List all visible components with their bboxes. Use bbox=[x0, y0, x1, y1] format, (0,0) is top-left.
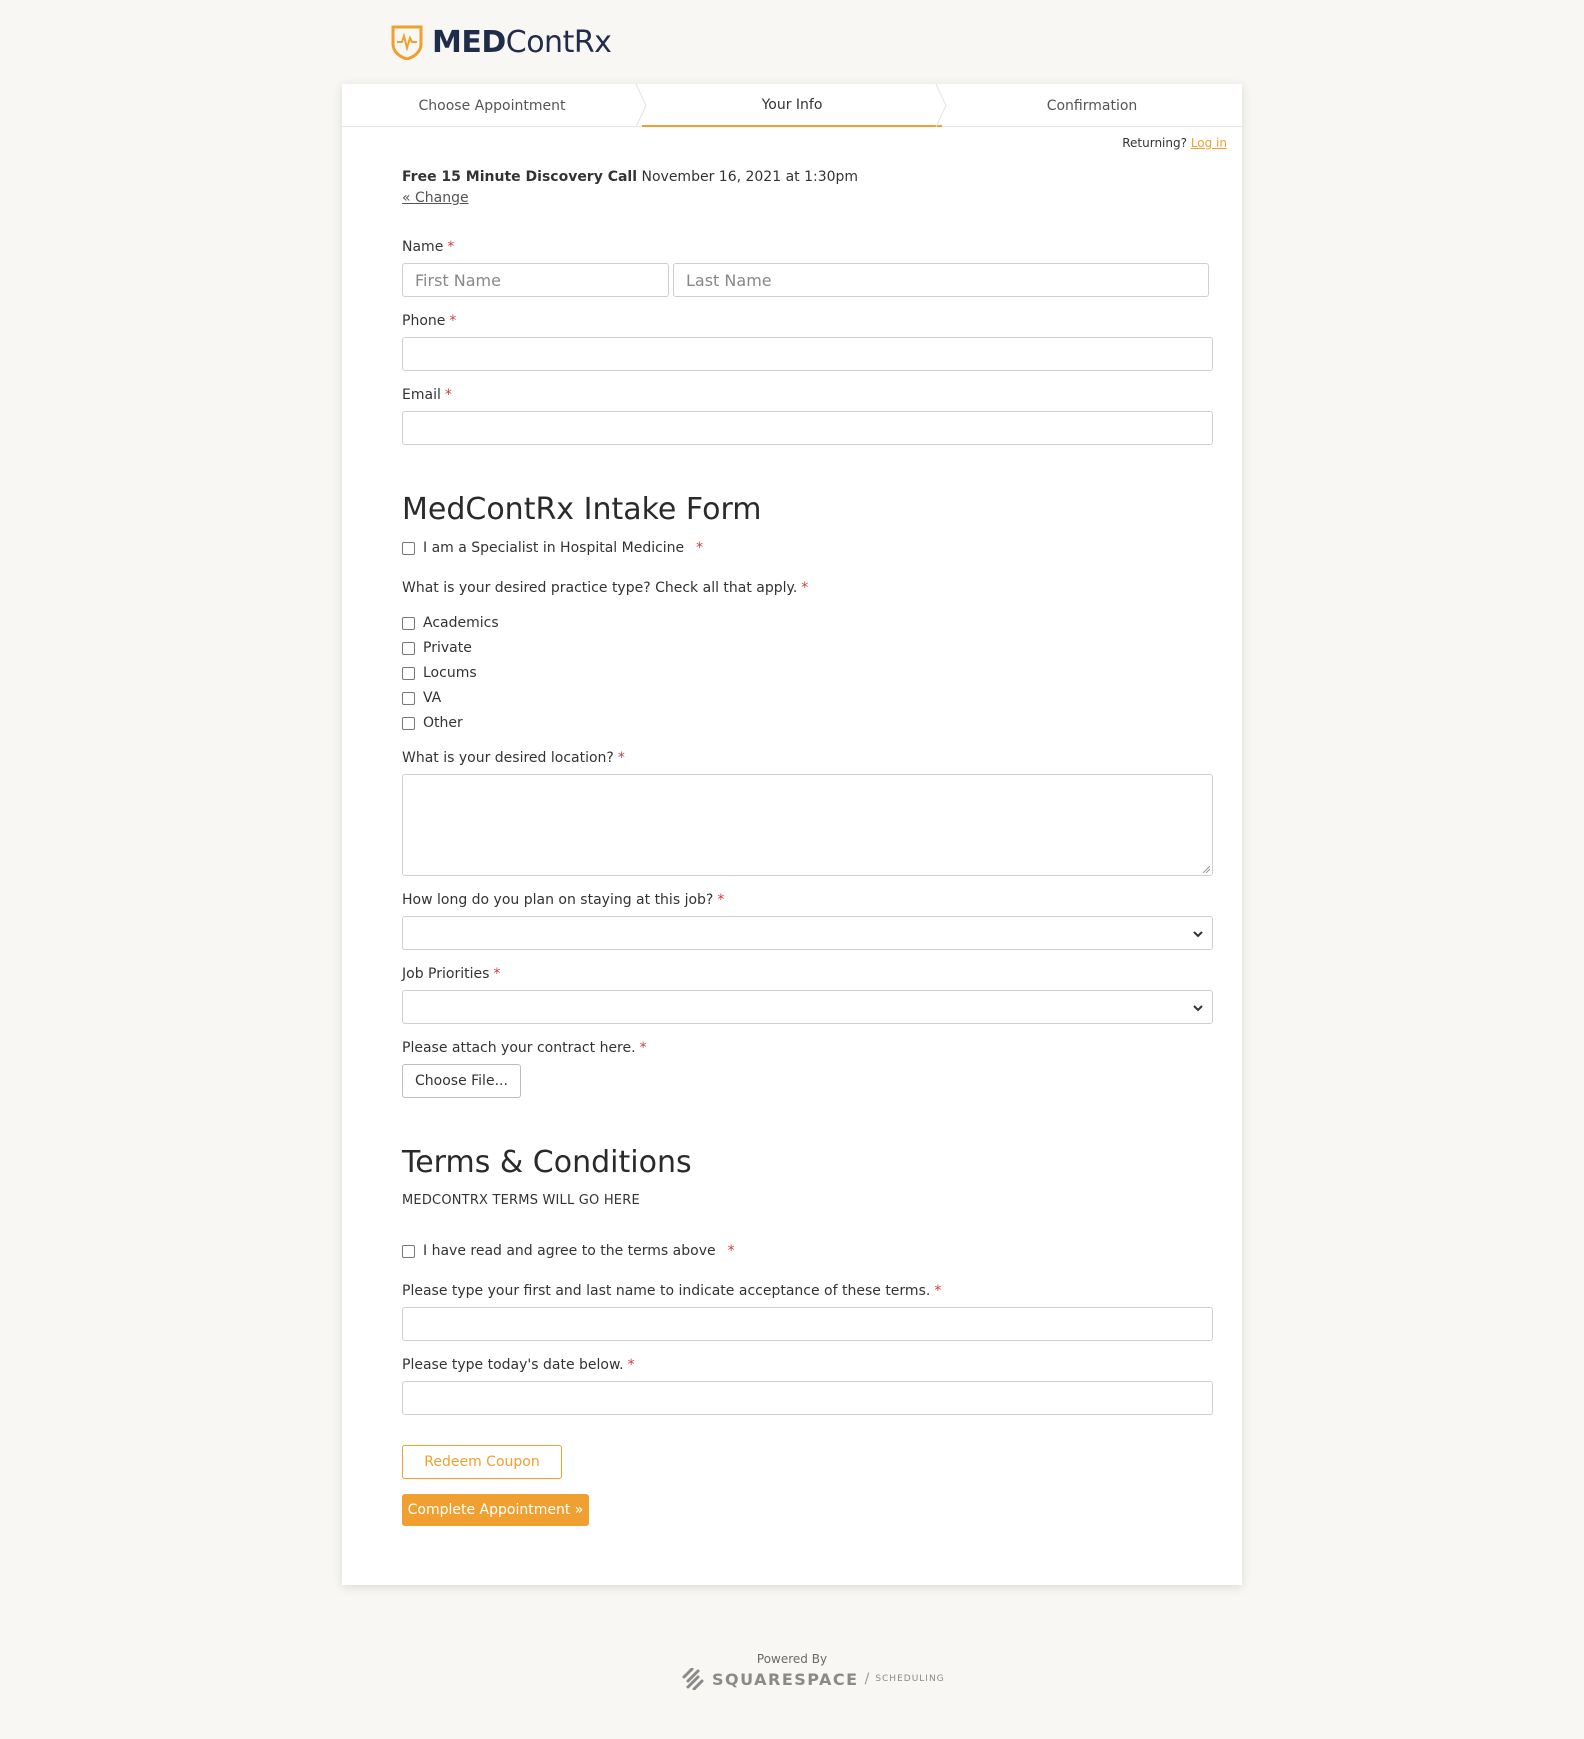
powered-by-text: Powered By bbox=[756, 1652, 828, 1666]
required-mark: * bbox=[717, 892, 725, 908]
appointment-title: Free 15 Minute Discovery Call bbox=[402, 169, 638, 185]
scheduling-wordmark: SCHEDULING bbox=[875, 1674, 945, 1684]
practice-option-label: Locums bbox=[423, 665, 477, 681]
phone-input[interactable] bbox=[402, 337, 1213, 371]
practice-option-locums[interactable] bbox=[402, 665, 477, 681]
required-mark: * bbox=[639, 1040, 647, 1056]
squarespace-scheduling-logo[interactable] bbox=[680, 1668, 945, 1690]
practice-option-label: Academics bbox=[423, 615, 499, 631]
date-label-text: Please type today's date below. bbox=[402, 1357, 624, 1373]
practice-option-label: Private bbox=[423, 640, 472, 656]
required-mark: * bbox=[447, 239, 455, 255]
signature-name-input[interactable] bbox=[402, 1307, 1213, 1341]
appointment-summary bbox=[402, 169, 858, 185]
practice-type-label bbox=[402, 580, 808, 596]
required-mark: * bbox=[696, 540, 704, 556]
specialist-label: I am a Specialist in Hospital Medicine bbox=[423, 540, 685, 556]
practice-checkbox[interactable] bbox=[402, 667, 415, 680]
terms-heading: Terms & Conditions bbox=[402, 1145, 692, 1180]
brand-wordmark bbox=[432, 25, 611, 60]
phone-label-text: Phone bbox=[402, 313, 446, 329]
chevron-down-icon bbox=[1192, 1002, 1204, 1014]
choose-file-button[interactable]: Choose File... bbox=[402, 1064, 521, 1098]
practice-checkbox[interactable] bbox=[402, 617, 415, 630]
footer-slash: / bbox=[864, 1671, 870, 1687]
terms-text: MEDCONTRX TERMS WILL GO HERE bbox=[402, 1193, 640, 1208]
first-name-input[interactable] bbox=[402, 263, 669, 297]
required-mark: * bbox=[627, 1357, 635, 1373]
email-label bbox=[402, 387, 452, 403]
appointment-when: November 16, 2021 at 1:30pm bbox=[641, 169, 859, 185]
practice-option-private[interactable] bbox=[402, 640, 472, 656]
stay-duration-select[interactable] bbox=[402, 916, 1213, 950]
step-label: Your Info bbox=[761, 96, 823, 113]
practice-checkbox[interactable] bbox=[402, 692, 415, 705]
date-input[interactable] bbox=[402, 1381, 1213, 1415]
email-input[interactable] bbox=[402, 411, 1213, 445]
last-name-input[interactable] bbox=[673, 263, 1209, 297]
name-label-text: Name bbox=[402, 239, 444, 255]
chevron-down-icon bbox=[1192, 928, 1204, 940]
returning-text: Returning? bbox=[1122, 136, 1187, 150]
redeem-coupon-button[interactable]: Redeem Coupon bbox=[402, 1445, 562, 1479]
contract-label-text: Please attach your contract here. bbox=[402, 1040, 636, 1056]
step-label: Choose Appointment bbox=[418, 97, 566, 114]
step-confirmation[interactable] bbox=[942, 84, 1242, 127]
intake-heading: MedContRx Intake Form bbox=[402, 492, 762, 527]
job-priorities-label bbox=[402, 966, 500, 982]
last-name-placeholder: Last Name bbox=[686, 270, 772, 290]
change-appointment-link[interactable]: « Change bbox=[402, 190, 469, 206]
required-mark: * bbox=[449, 313, 457, 329]
step-choose-appointment[interactable] bbox=[342, 84, 642, 127]
specialist-checkbox-row[interactable] bbox=[402, 540, 703, 556]
practice-checkbox[interactable] bbox=[402, 717, 415, 730]
specialist-checkbox[interactable] bbox=[402, 542, 415, 555]
step-label: Confirmation bbox=[1046, 97, 1138, 114]
stay-duration-text: How long do you plan on staying at this job? bbox=[402, 892, 714, 908]
practice-option-label: VA bbox=[423, 690, 442, 706]
signature-name-label bbox=[402, 1283, 941, 1299]
required-mark: * bbox=[493, 966, 501, 982]
date-label bbox=[402, 1357, 635, 1373]
resize-handle-icon[interactable] bbox=[1202, 865, 1210, 873]
squarespace-logo-icon bbox=[680, 1668, 706, 1690]
first-name-placeholder: First Name bbox=[415, 270, 501, 290]
required-mark: * bbox=[934, 1283, 942, 1299]
location-textarea[interactable] bbox=[402, 774, 1213, 876]
location-label bbox=[402, 750, 625, 766]
agree-checkbox[interactable] bbox=[402, 1245, 415, 1258]
chevron-separator-icon bbox=[634, 84, 650, 127]
step-your-info[interactable] bbox=[642, 84, 942, 127]
email-label-text: Email bbox=[402, 387, 441, 403]
required-mark: * bbox=[727, 1243, 735, 1259]
required-mark: * bbox=[444, 387, 452, 403]
practice-option-va[interactable] bbox=[402, 690, 441, 706]
contract-label bbox=[402, 1040, 647, 1056]
brand-logo bbox=[390, 22, 611, 62]
required-mark: * bbox=[801, 580, 809, 596]
complete-appointment-button[interactable]: Complete Appointment » bbox=[402, 1494, 589, 1526]
shield-heartbeat-icon bbox=[390, 24, 424, 60]
squarespace-wordmark: SQUARESPACE bbox=[712, 1669, 859, 1689]
step-navigation bbox=[342, 84, 1242, 127]
brand-med: MED bbox=[432, 24, 506, 60]
required-mark: * bbox=[617, 750, 625, 766]
login-link[interactable]: Log in bbox=[1190, 136, 1227, 150]
chevron-separator-icon bbox=[934, 84, 950, 127]
practice-type-text: What is your desired practice type? Check all that apply. bbox=[402, 580, 798, 596]
practice-option-label: Other bbox=[423, 715, 463, 731]
name-label bbox=[402, 239, 454, 255]
location-label-text: What is your desired location? bbox=[402, 750, 614, 766]
booking-card bbox=[342, 84, 1242, 1585]
practice-checkbox[interactable] bbox=[402, 642, 415, 655]
returning-prompt bbox=[1122, 136, 1227, 150]
signature-name-text: Please type your first and last name to indicate acceptance of these terms. bbox=[402, 1283, 931, 1299]
agree-checkbox-row[interactable] bbox=[402, 1243, 735, 1259]
agree-label: I have read and agree to the terms above bbox=[423, 1243, 716, 1259]
stay-duration-label bbox=[402, 892, 724, 908]
practice-option-other[interactable] bbox=[402, 715, 463, 731]
practice-option-academics[interactable] bbox=[402, 615, 499, 631]
brand-contrx: ContRx bbox=[505, 24, 612, 60]
phone-label bbox=[402, 313, 456, 329]
job-priorities-select[interactable] bbox=[402, 990, 1213, 1024]
job-priorities-text: Job Priorities bbox=[402, 966, 490, 982]
